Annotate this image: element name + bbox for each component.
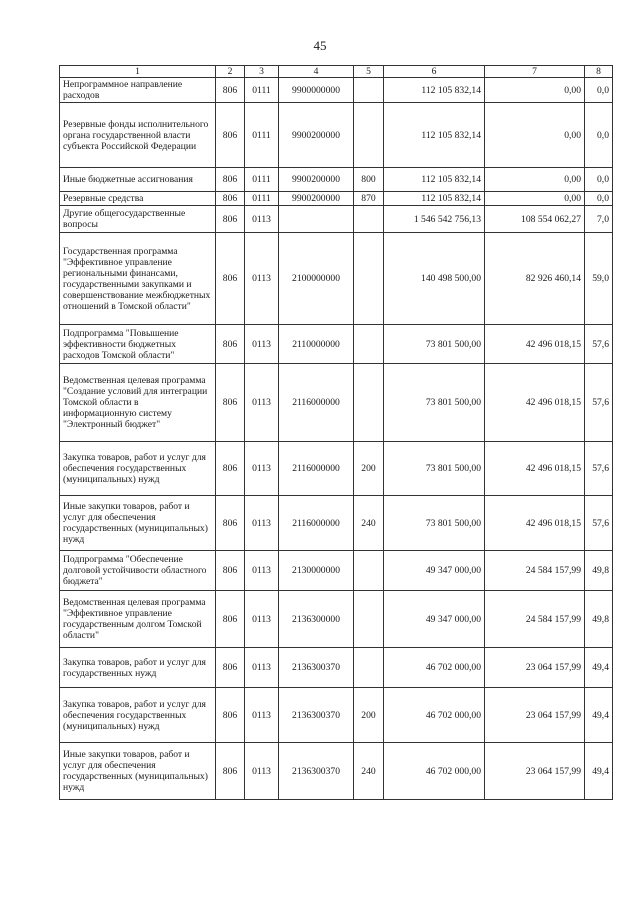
row-target-article: 2136300000	[279, 591, 354, 648]
row-expense-type: 200	[354, 442, 384, 496]
row-ministry-code: 806	[216, 688, 245, 743]
row-planned-amount: 46 702 000,00	[384, 688, 485, 743]
table-row	[60, 743, 613, 800]
row-target-article: 2116000000	[279, 364, 354, 442]
row-section-code: 0111	[245, 192, 279, 206]
row-expense-type: 240	[354, 743, 384, 800]
row-name: Закупка товаров, работ и услуг для обеспечения государственных (муниципальных) нужд	[60, 688, 216, 743]
row-name: Закупка товаров, работ и услуг для обеспечения государственных (муниципальных) нужд	[60, 442, 216, 496]
column-header-1: 1	[60, 66, 216, 78]
row-percent: 49,4	[585, 743, 613, 800]
row-actual-amount: 0,00	[485, 168, 585, 192]
row-target-article: 9900200000	[279, 168, 354, 192]
row-section-code: 0113	[245, 591, 279, 648]
row-percent: 57,6	[585, 496, 613, 551]
row-section-code: 0111	[245, 168, 279, 192]
column-header-5: 5	[354, 66, 384, 78]
row-target-article: 2116000000	[279, 496, 354, 551]
row-expense-type: 800	[354, 168, 384, 192]
table-row	[60, 78, 613, 103]
row-section-code: 0113	[245, 496, 279, 551]
row-ministry-code: 806	[216, 442, 245, 496]
row-percent: 57,6	[585, 364, 613, 442]
row-target-article: 2110000000	[279, 325, 354, 364]
row-target-article: 2136300370	[279, 688, 354, 743]
row-planned-amount: 49 347 000,00	[384, 551, 485, 591]
row-ministry-code: 806	[216, 496, 245, 551]
row-percent: 0,0	[585, 103, 613, 168]
row-name: Ведомственная целевая программа "Создание условий для интеграции Томской области в информационную систему "Электронный бюджет"	[60, 364, 216, 442]
row-target-article: 2136300370	[279, 648, 354, 688]
row-name: Ведомственная целевая программа "Эффективное управление государственным долгом Томской области"	[60, 591, 216, 648]
row-name: Непрограммное направление расходов	[60, 78, 216, 103]
row-section-code: 0113	[245, 233, 279, 325]
row-percent: 0,0	[585, 78, 613, 103]
row-section-code: 0113	[245, 206, 279, 233]
row-ministry-code: 806	[216, 591, 245, 648]
row-section-code: 0113	[245, 743, 279, 800]
row-planned-amount: 112 105 832,14	[384, 78, 485, 103]
row-name: Подпрограмма "Повышение эффективности бюджетных расходов Томской области"	[60, 325, 216, 364]
row-percent: 0,0	[585, 192, 613, 206]
row-ministry-code: 806	[216, 233, 245, 325]
row-percent: 59,0	[585, 233, 613, 325]
row-ministry-code: 806	[216, 78, 245, 103]
row-target-article: 9900000000	[279, 78, 354, 103]
row-expense-type	[354, 103, 384, 168]
row-planned-amount: 46 702 000,00	[384, 743, 485, 800]
row-section-code: 0113	[245, 364, 279, 442]
row-target-article: 2136300370	[279, 743, 354, 800]
row-expense-type	[354, 648, 384, 688]
table-row	[60, 233, 613, 325]
row-section-code: 0113	[245, 688, 279, 743]
row-name: Другие общегосударственные вопросы	[60, 206, 216, 233]
table-row	[60, 206, 613, 233]
row-section-code: 0111	[245, 78, 279, 103]
row-ministry-code: 806	[216, 551, 245, 591]
row-target-article: 9900200000	[279, 192, 354, 206]
row-section-code: 0111	[245, 103, 279, 168]
row-planned-amount: 112 105 832,14	[384, 168, 485, 192]
row-ministry-code: 806	[216, 364, 245, 442]
row-expense-type	[354, 78, 384, 103]
row-planned-amount: 73 801 500,00	[384, 364, 485, 442]
row-planned-amount: 49 347 000,00	[384, 591, 485, 648]
row-planned-amount: 112 105 832,14	[384, 103, 485, 168]
row-section-code: 0113	[245, 551, 279, 591]
table-row	[60, 192, 613, 206]
row-target-article: 9900200000	[279, 103, 354, 168]
row-expense-type	[354, 364, 384, 442]
table-header-row	[60, 66, 613, 78]
row-planned-amount: 73 801 500,00	[384, 325, 485, 364]
row-name: Иные бюджетные ассигнования	[60, 168, 216, 192]
row-actual-amount: 24 584 157,99	[485, 551, 585, 591]
row-expense-type: 870	[354, 192, 384, 206]
row-target-article	[279, 206, 354, 233]
row-expense-type	[354, 551, 384, 591]
row-expense-type	[354, 325, 384, 364]
column-header-7: 7	[485, 66, 585, 78]
row-actual-amount: 0,00	[485, 192, 585, 206]
row-percent: 49,8	[585, 591, 613, 648]
row-section-code: 0113	[245, 325, 279, 364]
row-actual-amount: 108 554 062,27	[485, 206, 585, 233]
row-planned-amount: 46 702 000,00	[384, 648, 485, 688]
row-percent: 0,0	[585, 168, 613, 192]
row-expense-type	[354, 233, 384, 325]
row-expense-type: 240	[354, 496, 384, 551]
row-actual-amount: 24 584 157,99	[485, 591, 585, 648]
table-row	[60, 442, 613, 496]
row-planned-amount: 1 546 542 756,13	[384, 206, 485, 233]
row-name: Иные закупки товаров, работ и услуг для обеспечения государственных (муниципальных) нужд	[60, 743, 216, 800]
row-actual-amount: 42 496 018,15	[485, 364, 585, 442]
column-header-6: 6	[384, 66, 485, 78]
column-header-3: 3	[245, 66, 279, 78]
table-row	[60, 688, 613, 743]
row-actual-amount: 23 064 157,99	[485, 648, 585, 688]
row-expense-type	[354, 206, 384, 233]
row-actual-amount: 82 926 460,14	[485, 233, 585, 325]
row-ministry-code: 806	[216, 192, 245, 206]
row-expense-type	[354, 591, 384, 648]
row-name: Государственная программа "Эффективное управление региональными финансами, государственными закупками и совершенствование межбюджетных отношений в Томской области"	[60, 233, 216, 325]
row-ministry-code: 806	[216, 206, 245, 233]
row-planned-amount: 73 801 500,00	[384, 496, 485, 551]
row-ministry-code: 806	[216, 325, 245, 364]
table-row	[60, 591, 613, 648]
row-expense-type: 200	[354, 688, 384, 743]
page-number: 45	[313, 38, 327, 53]
row-actual-amount: 42 496 018,15	[485, 325, 585, 364]
budget-table	[59, 65, 613, 800]
row-percent: 49,4	[585, 688, 613, 743]
row-actual-amount: 23 064 157,99	[485, 688, 585, 743]
row-target-article: 2130000000	[279, 551, 354, 591]
table-row	[60, 496, 613, 551]
row-name: Резервные фонды исполнительного органа государственной власти субъекта Российской Федерации	[60, 103, 216, 168]
row-name: Подпрограмма "Обеспечение долговой устойчивости областного бюджета"	[60, 551, 216, 591]
column-header-4: 4	[279, 66, 354, 78]
column-header-2: 2	[216, 66, 245, 78]
row-section-code: 0113	[245, 442, 279, 496]
row-target-article: 2116000000	[279, 442, 354, 496]
row-actual-amount: 42 496 018,15	[485, 442, 585, 496]
row-percent: 7,0	[585, 206, 613, 233]
table-row	[60, 103, 613, 168]
row-actual-amount: 23 064 157,99	[485, 743, 585, 800]
column-header-8: 8	[585, 66, 613, 78]
row-planned-amount: 112 105 832,14	[384, 192, 485, 206]
row-percent: 49,8	[585, 551, 613, 591]
table-row	[60, 551, 613, 591]
row-section-code: 0113	[245, 648, 279, 688]
row-ministry-code: 806	[216, 743, 245, 800]
row-ministry-code: 806	[216, 648, 245, 688]
table-row	[60, 364, 613, 442]
row-percent: 57,6	[585, 442, 613, 496]
row-name: Резервные средства	[60, 192, 216, 206]
row-percent: 49,4	[585, 648, 613, 688]
table-row	[60, 325, 613, 364]
row-name: Закупка товаров, работ и услуг для государственных нужд	[60, 648, 216, 688]
row-actual-amount: 0,00	[485, 103, 585, 168]
table-row	[60, 168, 613, 192]
row-ministry-code: 806	[216, 103, 245, 168]
row-percent: 57,6	[585, 325, 613, 364]
row-actual-amount: 42 496 018,15	[485, 496, 585, 551]
row-planned-amount: 140 498 500,00	[384, 233, 485, 325]
row-ministry-code: 806	[216, 168, 245, 192]
table-row	[60, 648, 613, 688]
row-actual-amount: 0,00	[485, 78, 585, 103]
row-target-article: 2100000000	[279, 233, 354, 325]
row-planned-amount: 73 801 500,00	[384, 442, 485, 496]
row-name: Иные закупки товаров, работ и услуг для обеспечения государственных (муниципальных) нужд	[60, 496, 216, 551]
